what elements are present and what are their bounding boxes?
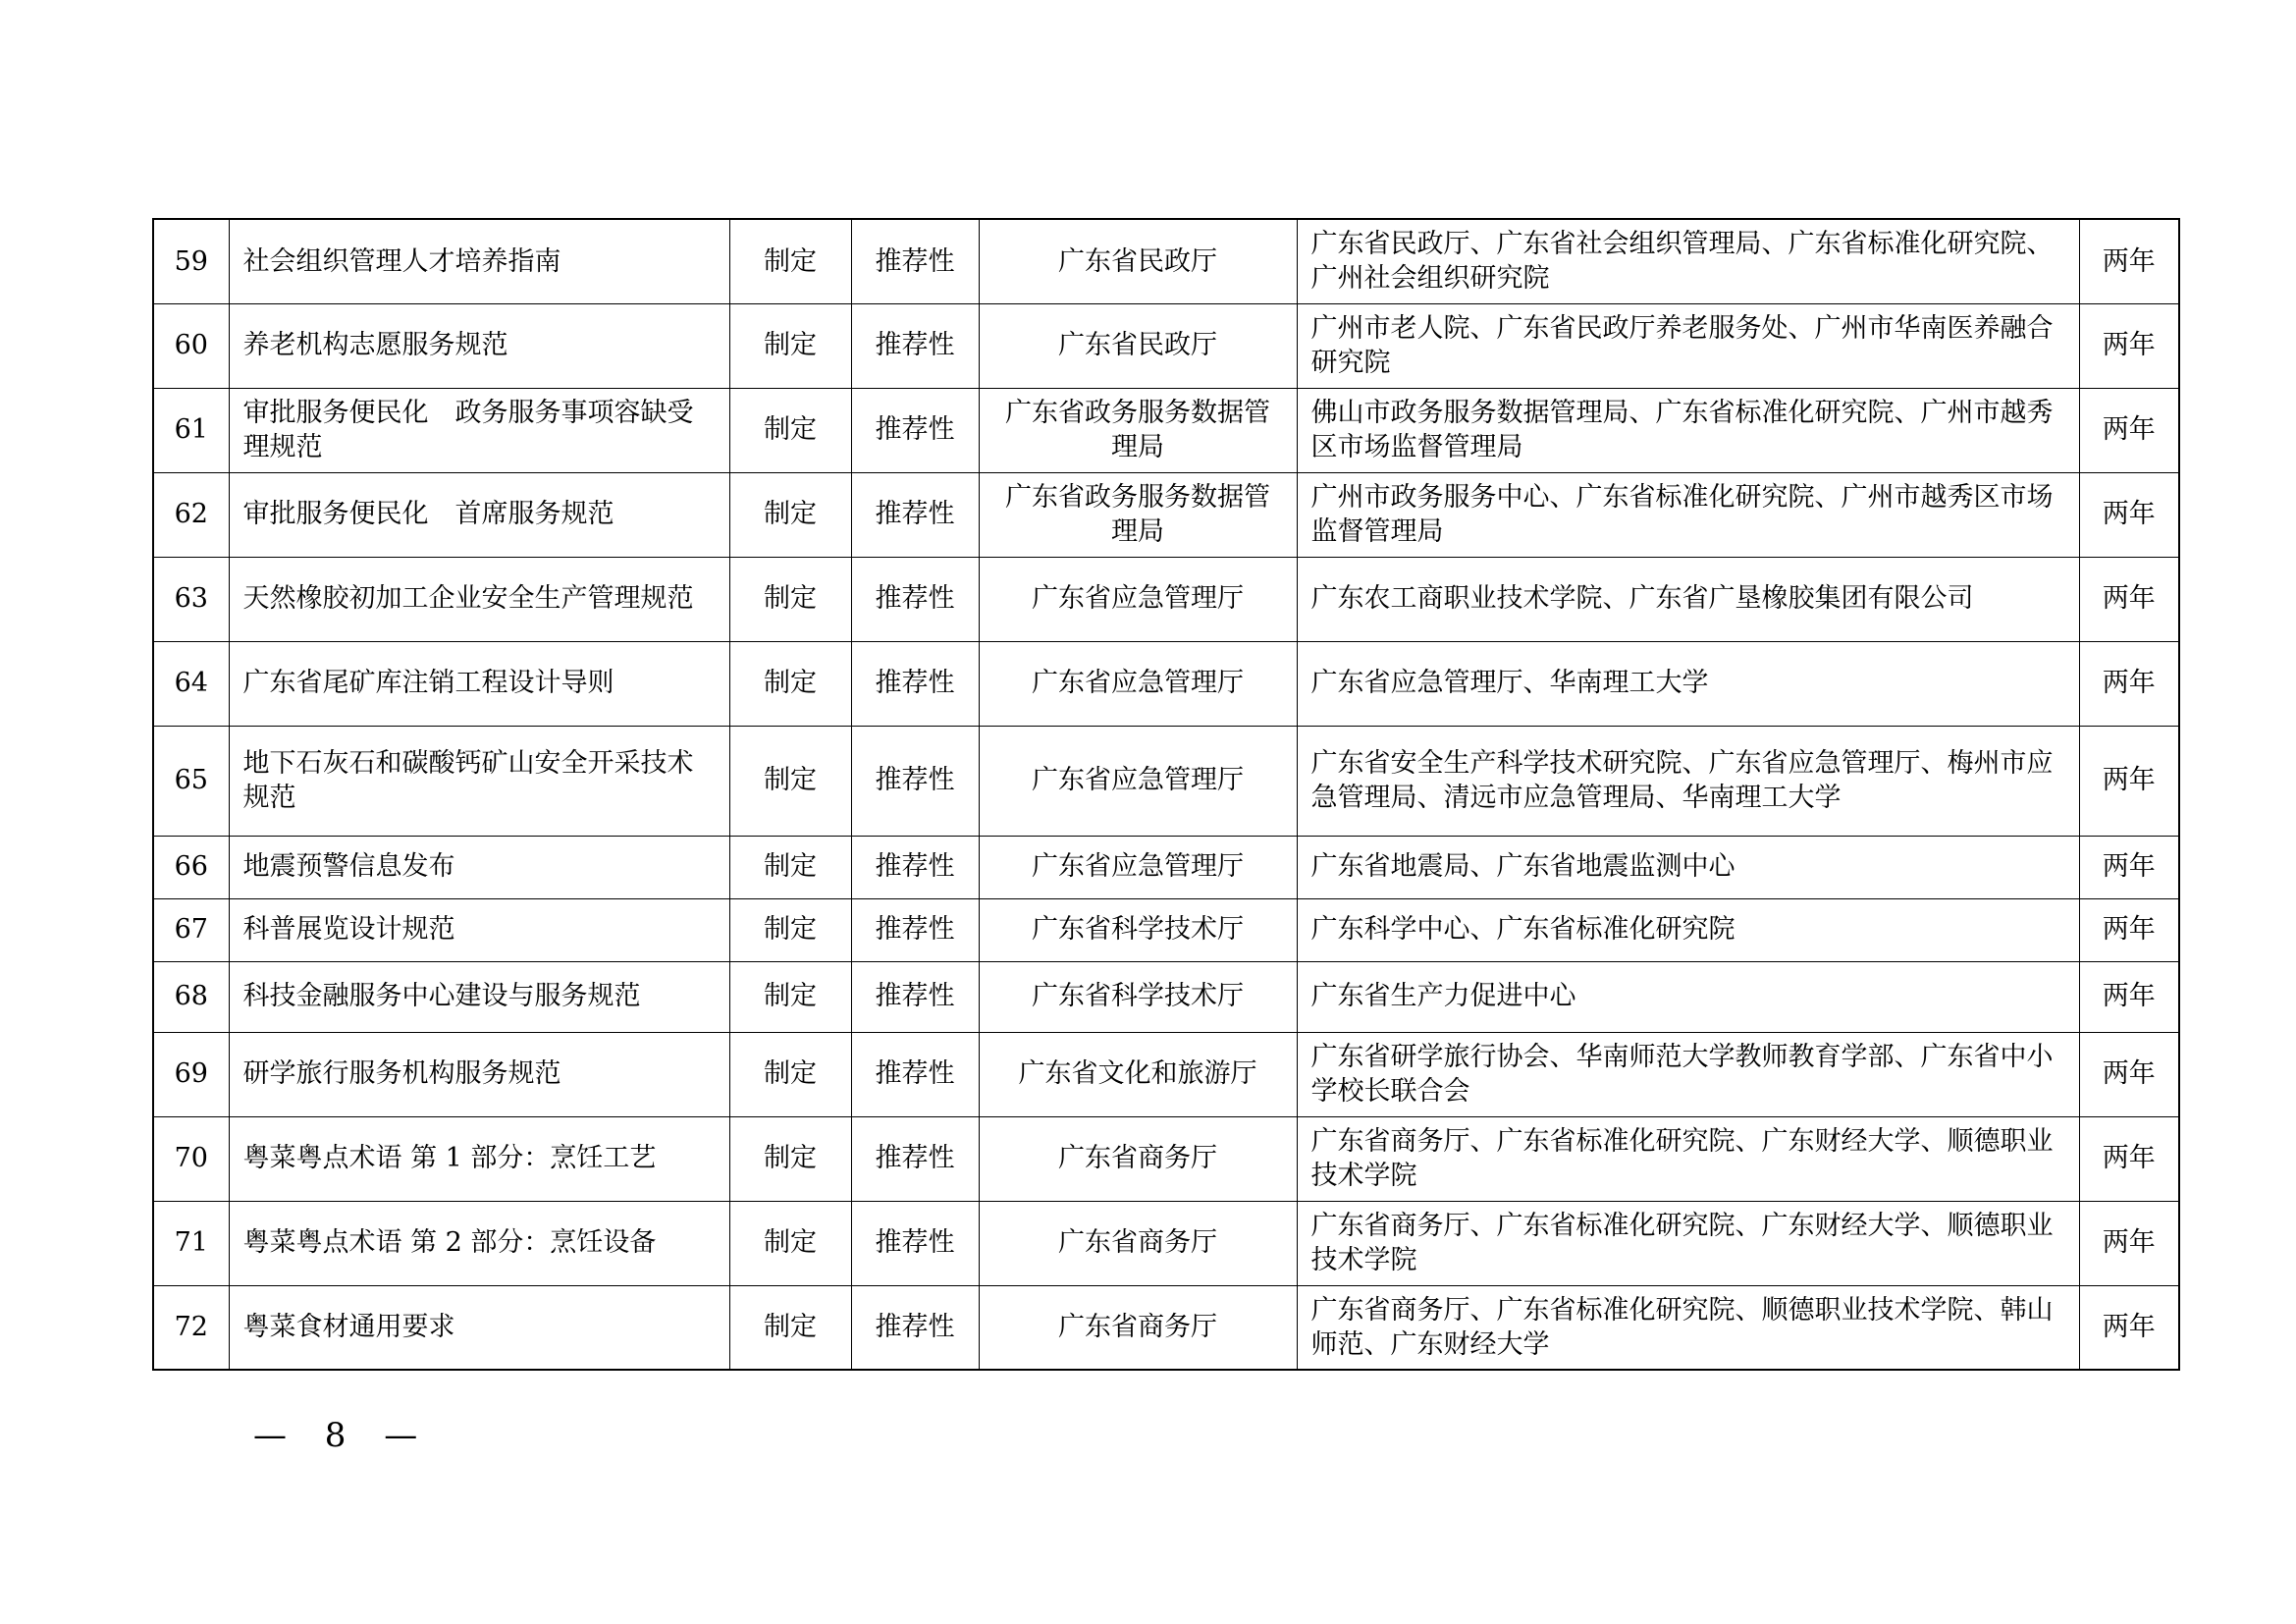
competent-department-cell: 广东省应急管理厅 — [979, 726, 1297, 836]
standard-nature-cell: 推荐性 — [851, 898, 979, 961]
competent-department-cell: 广东省民政厅 — [979, 219, 1297, 303]
standard-name-cell: 研学旅行服务机构服务规范 — [229, 1032, 729, 1116]
project-type-cell: 制定 — [729, 1116, 851, 1201]
completion-period-cell: 两年 — [2079, 557, 2179, 641]
table-row — [153, 1285, 2179, 1370]
standard-name-cell: 养老机构志愿服务规范 — [229, 303, 729, 388]
drafting-units-cell: 广东省地震局、广东省地震监测中心 — [1297, 836, 2079, 898]
standard-nature-cell: 推荐性 — [851, 303, 979, 388]
standard-nature-cell: 推荐性 — [851, 836, 979, 898]
table-row — [153, 219, 2179, 303]
standard-name-cell: 社会组织管理人才培养指南 — [229, 219, 729, 303]
row-number-cell: 66 — [153, 836, 229, 898]
completion-period-cell: 两年 — [2079, 1285, 2179, 1370]
row-number-cell: 63 — [153, 557, 229, 641]
standard-nature-cell: 推荐性 — [851, 219, 979, 303]
drafting-units-cell: 广东省研学旅行协会、华南师范大学教师教育学部、广东省中小学校长联合会 — [1297, 1032, 2079, 1116]
row-number-cell: 69 — [153, 1032, 229, 1116]
table-row — [153, 1116, 2179, 1201]
project-type-cell: 制定 — [729, 836, 851, 898]
completion-period-cell: 两年 — [2079, 898, 2179, 961]
standard-nature-cell: 推荐性 — [851, 1032, 979, 1116]
completion-period-cell: 两年 — [2079, 641, 2179, 726]
standard-name-cell: 审批服务便民化 政务服务事项容缺受理规范 — [229, 388, 729, 472]
table-row — [153, 557, 2179, 641]
row-number-cell: 64 — [153, 641, 229, 726]
standard-nature-cell: 推荐性 — [851, 557, 979, 641]
standard-nature-cell: 推荐性 — [851, 961, 979, 1032]
standard-name-cell: 广东省尾矿库注销工程设计导则 — [229, 641, 729, 726]
project-type-cell: 制定 — [729, 219, 851, 303]
standard-nature-cell: 推荐性 — [851, 1285, 979, 1370]
standard-nature-cell: 推荐性 — [851, 726, 979, 836]
standard-nature-cell: 推荐性 — [851, 1116, 979, 1201]
competent-department-cell: 广东省商务厅 — [979, 1116, 1297, 1201]
completion-period-cell: 两年 — [2079, 388, 2179, 472]
drafting-units-cell: 广东科学中心、广东省标准化研究院 — [1297, 898, 2079, 961]
table-row — [153, 303, 2179, 388]
table-row — [153, 1201, 2179, 1285]
competent-department-cell: 广东省应急管理厅 — [979, 641, 1297, 726]
competent-department-cell: 广东省科学技术厅 — [979, 898, 1297, 961]
standard-name-cell: 粤菜粤点术语 第 2 部分：烹饪设备 — [229, 1201, 729, 1285]
completion-period-cell: 两年 — [2079, 472, 2179, 557]
standard-name-cell: 地震预警信息发布 — [229, 836, 729, 898]
competent-department-cell: 广东省文化和旅游厅 — [979, 1032, 1297, 1116]
project-type-cell: 制定 — [729, 961, 851, 1032]
page-number: — 8 — — [253, 1416, 432, 1455]
drafting-units-cell: 佛山市政务服务数据管理局、广东省标准化研究院、广州市越秀区市场监督管理局 — [1297, 388, 2079, 472]
table-row — [153, 388, 2179, 472]
drafting-units-cell: 广东省生产力促进中心 — [1297, 961, 2079, 1032]
standard-name-cell: 科技金融服务中心建设与服务规范 — [229, 961, 729, 1032]
row-number-cell: 62 — [153, 472, 229, 557]
completion-period-cell: 两年 — [2079, 219, 2179, 303]
row-number-cell: 67 — [153, 898, 229, 961]
project-type-cell: 制定 — [729, 303, 851, 388]
row-number-cell: 70 — [153, 1116, 229, 1201]
completion-period-cell: 两年 — [2079, 1032, 2179, 1116]
completion-period-cell: 两年 — [2079, 303, 2179, 388]
completion-period-cell: 两年 — [2079, 726, 2179, 836]
project-type-cell: 制定 — [729, 557, 851, 641]
table-row — [153, 726, 2179, 836]
drafting-units-cell: 广东省应急管理厅、华南理工大学 — [1297, 641, 2079, 726]
drafting-units-cell: 广东农工商职业技术学院、广东省广垦橡胶集团有限公司 — [1297, 557, 2079, 641]
project-type-cell: 制定 — [729, 1032, 851, 1116]
table-row — [153, 641, 2179, 726]
table-row — [153, 1032, 2179, 1116]
completion-period-cell: 两年 — [2079, 961, 2179, 1032]
drafting-units-cell: 广州市老人院、广东省民政厅养老服务处、广州市华南医养融合研究院 — [1297, 303, 2079, 388]
competent-department-cell: 广东省民政厅 — [979, 303, 1297, 388]
standards-table — [152, 218, 2180, 1371]
competent-department-cell: 广东省应急管理厅 — [979, 557, 1297, 641]
project-type-cell: 制定 — [729, 1201, 851, 1285]
standard-nature-cell: 推荐性 — [851, 641, 979, 726]
completion-period-cell: 两年 — [2079, 1116, 2179, 1201]
table-body — [153, 219, 2179, 1370]
drafting-units-cell: 广东省商务厅、广东省标准化研究院、广东财经大学、顺德职业技术学院 — [1297, 1116, 2079, 1201]
row-number-cell: 72 — [153, 1285, 229, 1370]
project-type-cell: 制定 — [729, 388, 851, 472]
standard-name-cell: 地下石灰石和碳酸钙矿山安全开采技术规范 — [229, 726, 729, 836]
drafting-units-cell: 广东省民政厅、广东省社会组织管理局、广东省标准化研究院、广州社会组织研究院 — [1297, 219, 2079, 303]
standard-nature-cell: 推荐性 — [851, 1201, 979, 1285]
row-number-cell: 59 — [153, 219, 229, 303]
row-number-cell: 65 — [153, 726, 229, 836]
project-type-cell: 制定 — [729, 898, 851, 961]
project-type-cell: 制定 — [729, 472, 851, 557]
standard-name-cell: 粤菜食材通用要求 — [229, 1285, 729, 1370]
standard-name-cell: 粤菜粤点术语 第 1 部分：烹饪工艺 — [229, 1116, 729, 1201]
competent-department-cell: 广东省商务厅 — [979, 1201, 1297, 1285]
standard-name-cell: 天然橡胶初加工企业安全生产管理规范 — [229, 557, 729, 641]
competent-department-cell: 广东省政务服务数据管理局 — [979, 472, 1297, 557]
project-type-cell: 制定 — [729, 1285, 851, 1370]
completion-period-cell: 两年 — [2079, 836, 2179, 898]
table-row — [153, 472, 2179, 557]
row-number-cell: 71 — [153, 1201, 229, 1285]
standard-name-cell: 科普展览设计规范 — [229, 898, 729, 961]
project-type-cell: 制定 — [729, 726, 851, 836]
project-type-cell: 制定 — [729, 641, 851, 726]
competent-department-cell: 广东省应急管理厅 — [979, 836, 1297, 898]
competent-department-cell: 广东省政务服务数据管理局 — [979, 388, 1297, 472]
drafting-units-cell: 广州市政务服务中心、广东省标准化研究院、广州市越秀区市场监督管理局 — [1297, 472, 2079, 557]
table-row — [153, 836, 2179, 898]
row-number-cell: 61 — [153, 388, 229, 472]
table-row — [153, 961, 2179, 1032]
standard-nature-cell: 推荐性 — [851, 388, 979, 472]
competent-department-cell: 广东省科学技术厅 — [979, 961, 1297, 1032]
drafting-units-cell: 广东省商务厅、广东省标准化研究院、顺德职业技术学院、韩山师范、广东财经大学 — [1297, 1285, 2079, 1370]
row-number-cell: 60 — [153, 303, 229, 388]
competent-department-cell: 广东省商务厅 — [979, 1285, 1297, 1370]
row-number-cell: 68 — [153, 961, 229, 1032]
table-row — [153, 898, 2179, 961]
drafting-units-cell: 广东省商务厅、广东省标准化研究院、广东财经大学、顺德职业技术学院 — [1297, 1201, 2079, 1285]
drafting-units-cell: 广东省安全生产科学技术研究院、广东省应急管理厅、梅州市应急管理局、清远市应急管理局、华南理工大学 — [1297, 726, 2079, 836]
standard-nature-cell: 推荐性 — [851, 472, 979, 557]
standard-name-cell: 审批服务便民化 首席服务规范 — [229, 472, 729, 557]
completion-period-cell: 两年 — [2079, 1201, 2179, 1285]
